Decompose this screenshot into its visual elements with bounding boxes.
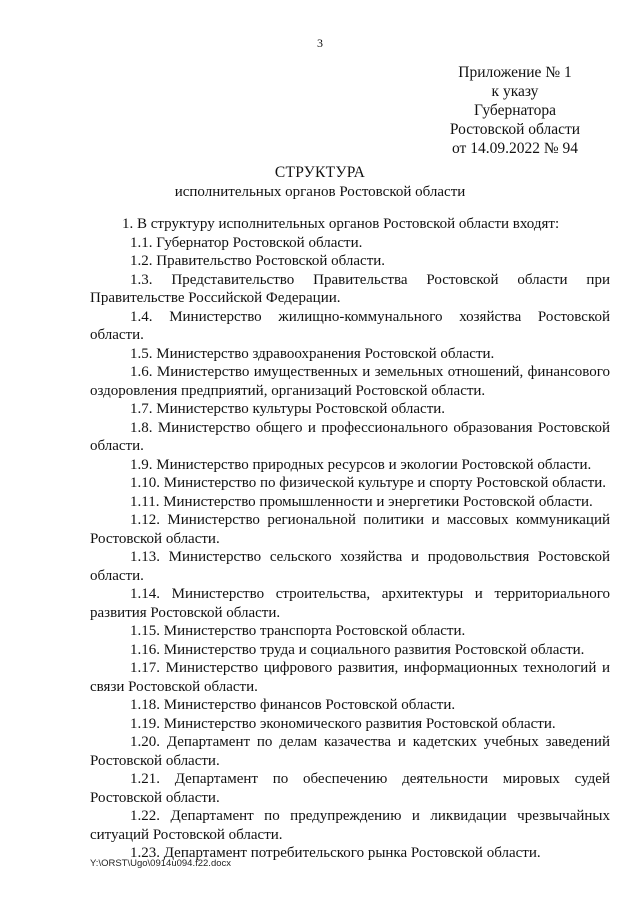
page-number: 3 bbox=[317, 36, 323, 50]
list-item: 1.15. Министерство транспорта Ростовской области. bbox=[130, 623, 466, 639]
list-item: 1.21. Департамент по обеспечению деятельности мировых судей Ростовской области. bbox=[90, 771, 610, 806]
list-item: 1.6. Министерство имущественных и земельных отношений, финансового оздоровления предприятий, организаций Ростовской области. bbox=[90, 364, 610, 399]
list-item: 1.9. Министерство природных ресурсов и экологии Ростовской области. bbox=[130, 456, 592, 473]
list-item: 1.8. Министерство общего и профессионального образования Ростовской области. bbox=[90, 419, 610, 454]
list-item: 1.16. Министерство труда и социального развития Ростовской области. bbox=[130, 641, 585, 658]
list-item: 1.3. Представительство Правительства Ростовской области при Правительстве Российской Федерации. bbox=[90, 271, 610, 306]
intro-paragraph: 1. В структуру исполнительных органов Ростовской области входят: bbox=[122, 216, 560, 232]
document-title bbox=[0, 163, 640, 202]
list-item: 1.4. Министерство жилищно-коммунального хозяйства Ростовской области. bbox=[90, 308, 610, 343]
list-item: 1.17. Министерство цифрового развития, информационных технологий и связи Ростовской области. bbox=[90, 660, 610, 695]
list-item: 1.19. Министерство экономического развития Ростовской области. bbox=[130, 715, 556, 732]
list-item: 1.7. Министерство культуры Ростовской области. bbox=[130, 401, 446, 417]
list-item: 1.20. Департамент по делам казачества и кадетских учебных заведений Ростовской области. bbox=[90, 734, 610, 769]
list-item: 1.18. Министерство финансов Ростовской области. bbox=[130, 697, 456, 713]
list-item: 1.11. Министерство промышленности и энергетики Ростовской области. bbox=[130, 493, 593, 510]
appendix-block bbox=[420, 63, 610, 158]
list-item: 1.10. Министерство по физической культуре и спорту Ростовской области. bbox=[130, 475, 607, 491]
list-item: 1.23. Департамент потребительского рынка Ростовской области. bbox=[130, 845, 541, 861]
list-item: 1.14. Министерство строительства, архитектуры и территориального развития Ростовской области. bbox=[90, 586, 610, 621]
appendix-line: Губернатора bbox=[474, 102, 556, 119]
title-main: СТРУКТУРА bbox=[274, 164, 366, 181]
title-subtitle: исполнительных органов Ростовской области bbox=[174, 184, 466, 200]
document-body bbox=[90, 215, 610, 863]
list-item: 1.1. Губернатор Ростовской области. bbox=[130, 234, 363, 251]
appendix-line: от 14.09.2022 № 94 bbox=[452, 140, 578, 157]
appendix-line: Ростовской области bbox=[449, 121, 581, 138]
appendix-line: к указу bbox=[491, 83, 539, 100]
list-item: 1.22. Департамент по предупреждению и ликвидации чрезвычайных ситуаций Ростовской области. bbox=[90, 808, 610, 843]
file-path-footer: Y:\ORST\Ugo\0914u094.f22.docx bbox=[90, 858, 232, 869]
appendix-line: Приложение № 1 bbox=[458, 64, 572, 81]
list-item: 1.12. Министерство региональной политики и массовых коммуникаций Ростовской области. bbox=[90, 512, 610, 547]
list-item: 1.13. Министерство сельского хозяйства и продовольствия Ростовской области. bbox=[90, 549, 610, 584]
list-item: 1.2. Правительство Ростовской области. bbox=[130, 253, 386, 269]
list-item: 1.5. Министерство здравоохранения Ростовской области. bbox=[130, 345, 495, 362]
